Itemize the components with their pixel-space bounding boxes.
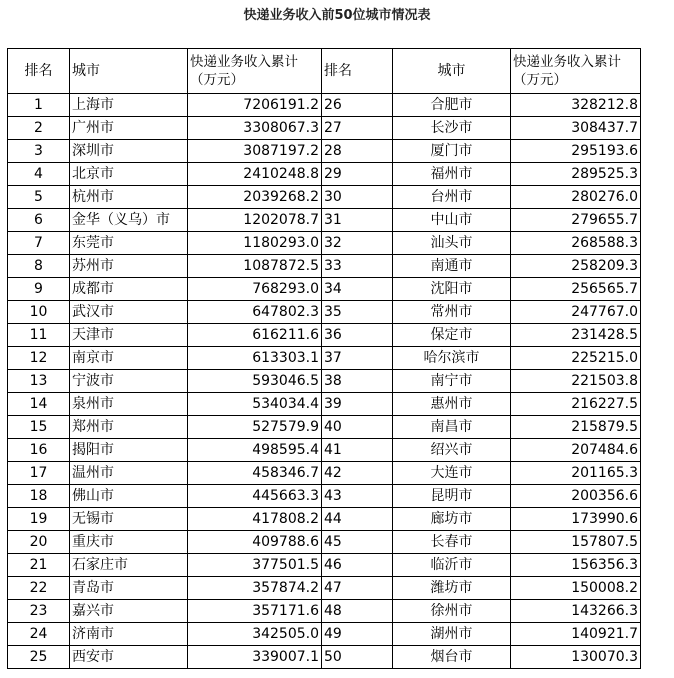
revenue-cell: 295193.6: [511, 140, 641, 163]
city-cell: 临沂市: [393, 554, 511, 577]
revenue-cell: 150008.2: [511, 577, 641, 600]
revenue-cell: 201165.3: [511, 462, 641, 485]
revenue-cell: 445663.3: [188, 485, 322, 508]
table-row: [8, 255, 641, 278]
table-header: [8, 49, 641, 94]
header-row: [8, 49, 641, 94]
header-revenue-line1: 快递业务收入累计: [190, 54, 298, 70]
rank-cell: 2: [8, 117, 70, 140]
city-cell: 长沙市: [393, 117, 511, 140]
city-cell: 西安市: [70, 646, 188, 669]
rank-cell: 8: [8, 255, 70, 278]
city-cell: 南宁市: [393, 370, 511, 393]
rank-cell: 13: [8, 370, 70, 393]
header-revenue-right: [511, 49, 641, 94]
city-cell: 嘉兴市: [70, 600, 188, 623]
city-cell: 烟台市: [393, 646, 511, 669]
revenue-cell: 156356.3: [511, 554, 641, 577]
city-cell: 保定市: [393, 324, 511, 347]
city-cell: 潍坊市: [393, 577, 511, 600]
city-cell: 郑州市: [70, 416, 188, 439]
city-cell: 东莞市: [70, 232, 188, 255]
revenue-cell: 1202078.7: [188, 209, 322, 232]
city-cell: 济南市: [70, 623, 188, 646]
city-cell: 哈尔滨市: [393, 347, 511, 370]
revenue-cell: 768293.0: [188, 278, 322, 301]
revenue-cell: 3087197.2: [188, 140, 322, 163]
revenue-cell: 498595.4: [188, 439, 322, 462]
rank-cell: 37: [322, 347, 393, 370]
city-cell: 大连市: [393, 462, 511, 485]
revenue-cell: 221503.8: [511, 370, 641, 393]
revenue-cell: 616211.6: [188, 324, 322, 347]
rank-cell: 16: [8, 439, 70, 462]
table-body: [8, 94, 641, 669]
rank-cell: 5: [8, 186, 70, 209]
rank-cell: 27: [322, 117, 393, 140]
table-row: [8, 163, 641, 186]
city-cell: 无锡市: [70, 508, 188, 531]
rank-cell: 14: [8, 393, 70, 416]
city-cell: 石家庄市: [70, 554, 188, 577]
revenue-cell: 534034.4: [188, 393, 322, 416]
rank-cell: 15: [8, 416, 70, 439]
city-cell: 青岛市: [70, 577, 188, 600]
revenue-cell: 140921.7: [511, 623, 641, 646]
city-cell: 金华（义乌）市: [70, 209, 188, 232]
table-row: [8, 301, 641, 324]
city-cell: 厦门市: [393, 140, 511, 163]
table-row: [8, 508, 641, 531]
revenue-cell: 173990.6: [511, 508, 641, 531]
revenue-cell: 216227.5: [511, 393, 641, 416]
rank-cell: 39: [322, 393, 393, 416]
table-title: 快递业务收入前50位城市情况表: [243, 8, 431, 23]
rank-cell: 23: [8, 600, 70, 623]
rank-cell: 24: [8, 623, 70, 646]
revenue-cell: 207484.6: [511, 439, 641, 462]
header-revenue-line2: （万元）: [190, 72, 244, 88]
header-revenue-line2: （万元）: [513, 72, 567, 88]
rank-cell: 25: [8, 646, 70, 669]
rank-cell: 46: [322, 554, 393, 577]
city-cell: 南昌市: [393, 416, 511, 439]
rank-cell: 3: [8, 140, 70, 163]
revenue-cell: 157807.5: [511, 531, 641, 554]
revenue-cell: 130070.3: [511, 646, 641, 669]
table-row: [8, 117, 641, 140]
rank-cell: 45: [322, 531, 393, 554]
rank-cell: 17: [8, 462, 70, 485]
rank-cell: 43: [322, 485, 393, 508]
rank-cell: 44: [322, 508, 393, 531]
rank-cell: 33: [322, 255, 393, 278]
table-row: [8, 232, 641, 255]
table-row: [8, 531, 641, 554]
city-cell: 福州市: [393, 163, 511, 186]
city-cell: 湖州市: [393, 623, 511, 646]
table-row: [8, 278, 641, 301]
revenue-cell: 3308067.3: [188, 117, 322, 140]
rank-cell: 12: [8, 347, 70, 370]
rank-cell: 29: [322, 163, 393, 186]
rank-cell: 38: [322, 370, 393, 393]
city-cell: 宁波市: [70, 370, 188, 393]
revenue-cell: 357171.6: [188, 600, 322, 623]
city-cell: 泉州市: [70, 393, 188, 416]
rank-cell: 1: [8, 94, 70, 117]
rank-cell: 19: [8, 508, 70, 531]
revenue-cell: 2039268.2: [188, 186, 322, 209]
table-row: [8, 600, 641, 623]
revenue-cell: 308437.7: [511, 117, 641, 140]
revenue-cell: 225215.0: [511, 347, 641, 370]
table-row: [8, 347, 641, 370]
rank-cell: 20: [8, 531, 70, 554]
table-row: [8, 209, 641, 232]
table-row: [8, 393, 641, 416]
revenue-cell: 328212.8: [511, 94, 641, 117]
revenue-cell: 289525.3: [511, 163, 641, 186]
table-row: [8, 462, 641, 485]
table-row: [8, 186, 641, 209]
table-row: [8, 577, 641, 600]
rank-cell: 48: [322, 600, 393, 623]
rank-cell: 21: [8, 554, 70, 577]
rank-cell: 30: [322, 186, 393, 209]
rank-cell: 11: [8, 324, 70, 347]
city-cell: 沈阳市: [393, 278, 511, 301]
revenue-cell: 342505.0: [188, 623, 322, 646]
city-cell: 北京市: [70, 163, 188, 186]
city-cell: 揭阳市: [70, 439, 188, 462]
city-cell: 重庆市: [70, 531, 188, 554]
rank-cell: 18: [8, 485, 70, 508]
rank-cell: 40: [322, 416, 393, 439]
rank-cell: 6: [8, 209, 70, 232]
revenue-cell: 2410248.8: [188, 163, 322, 186]
city-cell: 汕头市: [393, 232, 511, 255]
rank-cell: 49: [322, 623, 393, 646]
revenue-cell: 200356.6: [511, 485, 641, 508]
city-cell: 常州市: [393, 301, 511, 324]
rank-cell: 34: [322, 278, 393, 301]
revenue-cell: 1180293.0: [188, 232, 322, 255]
revenue-cell: 647802.3: [188, 301, 322, 324]
revenue-cell: 377501.5: [188, 554, 322, 577]
revenue-cell: 613303.1: [188, 347, 322, 370]
revenue-cell: 247767.0: [511, 301, 641, 324]
city-cell: 广州市: [70, 117, 188, 140]
revenue-cell: 339007.1: [188, 646, 322, 669]
revenue-cell: 593046.5: [188, 370, 322, 393]
rank-cell: 50: [322, 646, 393, 669]
rank-cell: 36: [322, 324, 393, 347]
header-city-right: 城市: [393, 49, 511, 94]
revenue-cell: 357874.2: [188, 577, 322, 600]
revenue-cell: 1087872.5: [188, 255, 322, 278]
rank-cell: 41: [322, 439, 393, 462]
rank-cell: 9: [8, 278, 70, 301]
city-cell: 合肥市: [393, 94, 511, 117]
rank-cell: 28: [322, 140, 393, 163]
city-cell: 昆明市: [393, 485, 511, 508]
city-cell: 南通市: [393, 255, 511, 278]
city-cell: 长春市: [393, 531, 511, 554]
revenue-cell: 268588.3: [511, 232, 641, 255]
city-cell: 绍兴市: [393, 439, 511, 462]
revenue-cell: 280276.0: [511, 186, 641, 209]
city-cell: 杭州市: [70, 186, 188, 209]
city-cell: 佛山市: [70, 485, 188, 508]
revenue-cell: 527579.9: [188, 416, 322, 439]
city-cell: 上海市: [70, 94, 188, 117]
rank-cell: 7: [8, 232, 70, 255]
city-cell: 成都市: [70, 278, 188, 301]
rank-cell: 22: [8, 577, 70, 600]
city-cell: 天津市: [70, 324, 188, 347]
revenue-cell: 417808.2: [188, 508, 322, 531]
rank-cell: 31: [322, 209, 393, 232]
revenue-cell: 7206191.2: [188, 94, 322, 117]
rank-cell: 47: [322, 577, 393, 600]
table-row: [8, 140, 641, 163]
table-row: [8, 94, 641, 117]
city-cell: 徐州市: [393, 600, 511, 623]
revenue-cell: 231428.5: [511, 324, 641, 347]
rank-cell: 35: [322, 301, 393, 324]
header-revenue-line1: 快递业务收入累计: [513, 54, 621, 70]
city-cell: 南京市: [70, 347, 188, 370]
table-row: [8, 623, 641, 646]
city-cell: 惠州市: [393, 393, 511, 416]
rank-cell: 42: [322, 462, 393, 485]
table-row: [8, 646, 641, 669]
table-row: [8, 324, 641, 347]
city-cell: 温州市: [70, 462, 188, 485]
ranking-table: [7, 48, 641, 669]
header-rank-left: 排名: [8, 49, 70, 94]
rank-cell: 10: [8, 301, 70, 324]
table-row: [8, 370, 641, 393]
city-cell: 深圳市: [70, 140, 188, 163]
city-cell: 台州市: [393, 186, 511, 209]
header-city-left: 城市: [70, 49, 188, 94]
rank-cell: 26: [322, 94, 393, 117]
rank-cell: 32: [322, 232, 393, 255]
revenue-cell: 279655.7: [511, 209, 641, 232]
table-row: [8, 554, 641, 577]
table-row: [8, 439, 641, 462]
city-cell: 苏州市: [70, 255, 188, 278]
city-cell: 武汉市: [70, 301, 188, 324]
header-rank-right: 排名: [322, 49, 393, 94]
revenue-cell: 256565.7: [511, 278, 641, 301]
revenue-cell: 143266.3: [511, 600, 641, 623]
city-cell: 中山市: [393, 209, 511, 232]
table-row: [8, 485, 641, 508]
revenue-cell: 258209.3: [511, 255, 641, 278]
rank-cell: 4: [8, 163, 70, 186]
header-revenue-left: [188, 49, 322, 94]
city-cell: 廊坊市: [393, 508, 511, 531]
revenue-cell: 409788.6: [188, 531, 322, 554]
table-row: [8, 416, 641, 439]
revenue-cell: 458346.7: [188, 462, 322, 485]
revenue-cell: 215879.5: [511, 416, 641, 439]
